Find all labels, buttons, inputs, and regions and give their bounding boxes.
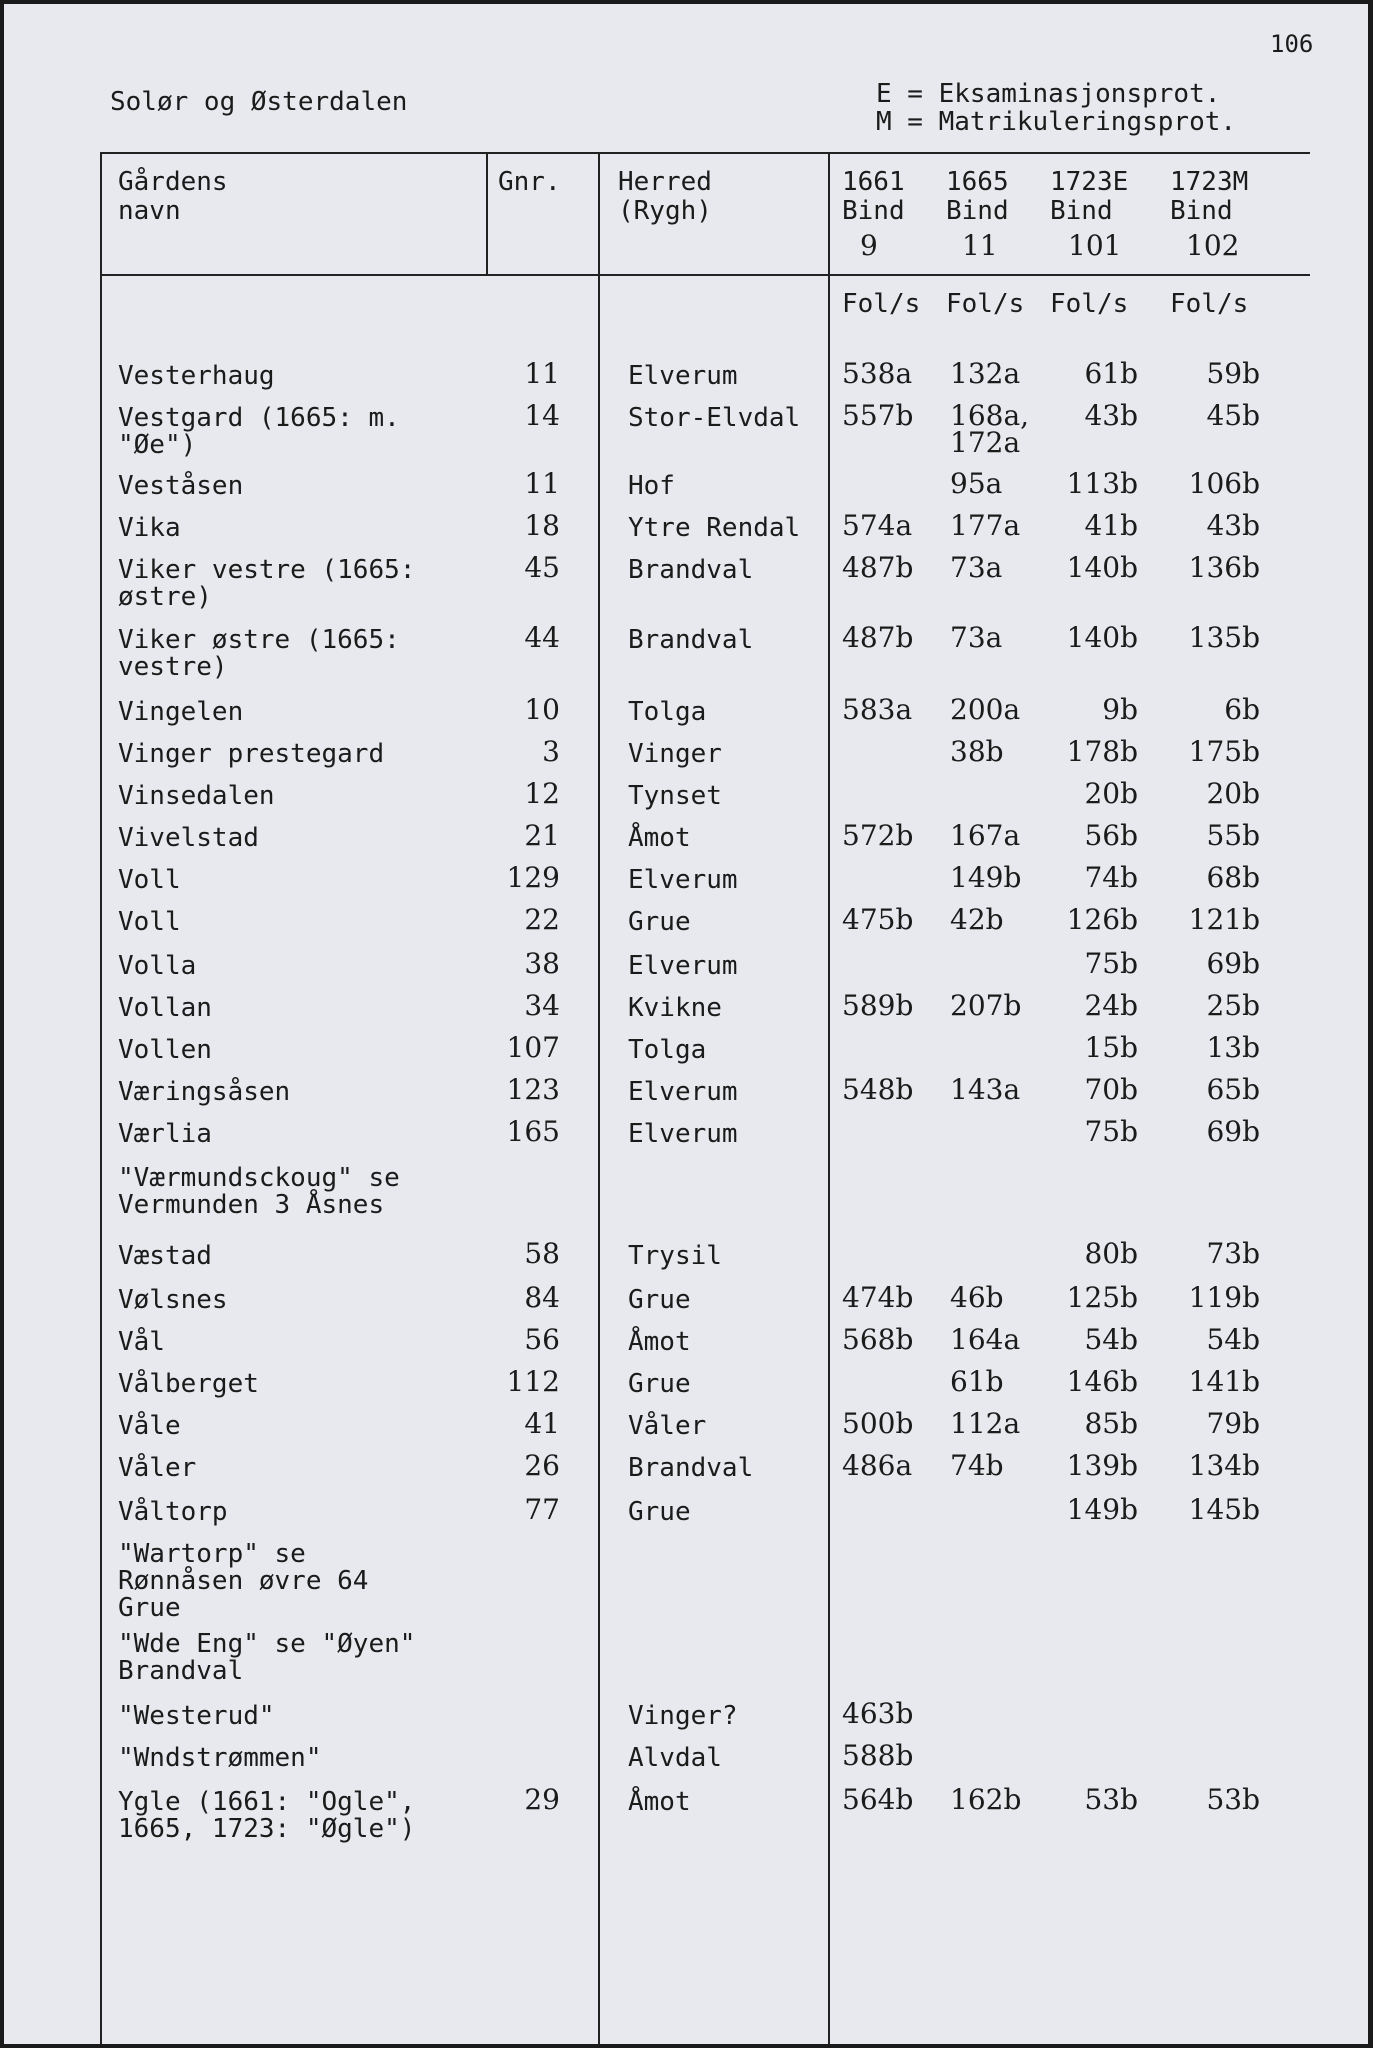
- col-header-gnr: Gnr.: [498, 167, 561, 197]
- row-folio-1661: 557b: [842, 399, 914, 432]
- row-folio-1723e: 126b: [1066, 903, 1138, 936]
- row-folio-1665: 46b: [950, 1281, 1004, 1314]
- row-gnr: 77: [524, 1493, 560, 1526]
- row-gnr: 112: [506, 1365, 560, 1398]
- row-folio-1723m: 106b: [1188, 467, 1260, 500]
- col-header-herred-2: (Rygh): [618, 196, 712, 226]
- row-herred: Tolga: [628, 697, 707, 727]
- row-name: Volla: [118, 951, 197, 981]
- col-header-1723e-vol: 101: [1068, 229, 1122, 262]
- row-herred: Stor-Elvdal: [628, 403, 801, 433]
- row-herred: Trysil: [628, 1241, 722, 1271]
- row-folio-1723m: 53b: [1206, 1783, 1260, 1816]
- row-folio-1665: 177a: [950, 509, 1021, 542]
- row-folio-1665: 74b: [950, 1449, 1004, 1482]
- row-name: Våle: [118, 1411, 181, 1441]
- row-folio-1661: 538a: [842, 357, 913, 390]
- row-gnr: 26: [524, 1449, 560, 1482]
- row-gnr: 41: [524, 1407, 560, 1440]
- row-folio-1723m: 45b: [1206, 399, 1260, 432]
- row-folio-1723m: 136b: [1188, 551, 1260, 584]
- row-folio-1665: 162b: [950, 1783, 1022, 1816]
- row-name: Vål: [118, 1327, 165, 1357]
- row-folio-1723m: 54b: [1206, 1323, 1260, 1356]
- row-folio-1723e: 140b: [1066, 551, 1138, 584]
- row-herred: Elverum: [628, 361, 738, 391]
- row-folio-1723e: 15b: [1084, 1031, 1138, 1064]
- row-gnr: 21: [524, 819, 560, 852]
- row-folio-1661: 474b: [842, 1281, 914, 1314]
- row-herred: Åmot: [628, 1327, 691, 1357]
- row-gnr: 107: [506, 1031, 560, 1064]
- row-herred: Elverum: [628, 1119, 738, 1149]
- col-header-1661-bind: Bind: [842, 196, 905, 226]
- col-header-1665-year: 1665: [946, 167, 1009, 197]
- row-herred: Kvikne: [628, 993, 722, 1023]
- row-folio-1661: 486a: [842, 1449, 913, 1482]
- row-name: Væstad: [118, 1241, 212, 1271]
- row-name: Våltorp: [118, 1497, 228, 1527]
- row-name: Vika: [118, 513, 181, 543]
- row-herred: Hof: [628, 471, 675, 501]
- row-folio-1665: 164a: [950, 1323, 1021, 1356]
- col-header-1665-vol: 11: [962, 229, 998, 262]
- row-folio-1723m: 59b: [1206, 357, 1260, 390]
- col-header-1661-year: 1661: [842, 167, 905, 197]
- row-folio-1723e: 85b: [1084, 1407, 1138, 1440]
- row-name: Voll: [118, 907, 181, 937]
- row-folio-1661: 568b: [842, 1323, 914, 1356]
- table-body: [4, 4, 1368, 2044]
- row-folio-1661: 500b: [842, 1407, 914, 1440]
- row-folio-1723e: 43b: [1084, 399, 1138, 432]
- row-name: "Wartorp" se: [118, 1539, 306, 1569]
- row-folio-1723m: 121b: [1188, 903, 1260, 936]
- row-folio-1723m: 119b: [1188, 1281, 1260, 1314]
- row-herred: Elverum: [628, 1077, 738, 1107]
- row-folio-1723e: 70b: [1084, 1073, 1138, 1106]
- row-name: Brandval: [118, 1656, 244, 1686]
- row-name: vestre): [118, 652, 228, 682]
- fol-header-1665: Fol/s: [946, 289, 1025, 319]
- row-herred: Brandval: [628, 625, 754, 655]
- col-header-1723e-year: 1723E: [1050, 167, 1129, 197]
- row-gnr: 10: [524, 693, 560, 726]
- col-header-1723m-year: 1723M: [1170, 167, 1249, 197]
- row-folio-1723e: 178b: [1066, 735, 1138, 768]
- fol-header-1723m: Fol/s: [1170, 289, 1249, 319]
- row-name: Våler: [118, 1453, 197, 1483]
- row-folio-1665: 73a: [950, 621, 1003, 654]
- row-folio-1723m: 175b: [1188, 735, 1260, 768]
- row-folio-1723m: 135b: [1188, 621, 1260, 654]
- row-folio-1723e: 20b: [1084, 777, 1138, 810]
- row-gnr: 3: [542, 735, 560, 768]
- row-folio-1665: 95a: [950, 467, 1003, 500]
- row-folio-1723m: 65b: [1206, 1073, 1260, 1106]
- row-folio-1665: 149b: [950, 861, 1022, 894]
- row-folio-1723e: 125b: [1066, 1281, 1138, 1314]
- document-page: [4, 4, 1368, 2044]
- row-folio-1661: 583a: [842, 693, 913, 726]
- row-gnr: 11: [524, 357, 560, 390]
- row-folio-1723m: 69b: [1206, 947, 1260, 980]
- row-gnr: 14: [524, 399, 560, 432]
- row-folio-1661: 589b: [842, 989, 914, 1022]
- row-herred: Tolga: [628, 1035, 707, 1065]
- col-header-herred-1: Herred: [618, 167, 712, 197]
- row-folio-1665: 38b: [950, 735, 1004, 768]
- row-name: Vermunden 3 Åsnes: [118, 1190, 385, 1220]
- row-gnr: 12: [524, 777, 560, 810]
- row-gnr: 22: [524, 903, 560, 936]
- col-header-1723m-vol: 102: [1186, 229, 1240, 262]
- row-folio-1661: 574a: [842, 509, 913, 542]
- row-gnr: 38: [524, 947, 560, 980]
- row-name: Vesterhaug: [118, 361, 275, 391]
- row-folio-1723e: 74b: [1084, 861, 1138, 894]
- row-gnr: 45: [524, 551, 560, 584]
- row-folio-1723m: 25b: [1206, 989, 1260, 1022]
- row-name: østre): [118, 582, 212, 612]
- row-herred: Elverum: [628, 951, 738, 981]
- row-folio-1665: 42b: [950, 903, 1004, 936]
- row-folio-1665: 61b: [950, 1365, 1004, 1398]
- row-folio-1723m: 68b: [1206, 861, 1260, 894]
- row-folio-1665: 200a: [950, 693, 1021, 726]
- row-folio-1661: 548b: [842, 1073, 914, 1106]
- row-gnr: 123: [506, 1073, 560, 1106]
- row-folio-1661: 487b: [842, 621, 914, 654]
- row-folio-1723e: 53b: [1084, 1783, 1138, 1816]
- row-folio-1723e: 41b: [1084, 509, 1138, 542]
- row-folio-1723e: 80b: [1084, 1237, 1138, 1270]
- row-name: Vivelstad: [118, 823, 259, 853]
- row-folio-1723e: 56b: [1084, 819, 1138, 852]
- row-gnr: 84: [524, 1281, 560, 1314]
- row-folio-1665: 112a: [950, 1407, 1021, 1440]
- row-folio-1661: 588b: [842, 1739, 914, 1772]
- row-name: "Øe"): [118, 430, 197, 460]
- row-folio-1665: 207b: [950, 989, 1022, 1022]
- row-herred: Grue: [628, 1285, 691, 1315]
- row-herred: Tynset: [628, 781, 722, 811]
- row-folio-1723m: 73b: [1206, 1237, 1260, 1270]
- row-herred: Alvdal: [628, 1743, 722, 1773]
- row-folio-1723m: 20b: [1206, 777, 1260, 810]
- row-folio-1723e: 140b: [1066, 621, 1138, 654]
- row-folio-1661: 475b: [842, 903, 914, 936]
- col-header-1661-vol: 9: [860, 229, 878, 262]
- row-gnr: 129: [506, 861, 560, 894]
- row-herred: Åmot: [628, 1787, 691, 1817]
- row-folio-1723e: 113b: [1066, 467, 1138, 500]
- row-gnr: 44: [524, 621, 560, 654]
- row-name: Voll: [118, 865, 181, 895]
- row-name: Vinger prestegard: [118, 739, 385, 769]
- col-header-name-2: navn: [118, 196, 181, 226]
- row-herred: Grue: [628, 907, 691, 937]
- row-name: Veståsen: [118, 471, 244, 501]
- row-gnr: 58: [524, 1237, 560, 1270]
- row-herred: Ytre Rendal: [628, 513, 801, 543]
- row-folio-1665: 73a: [950, 551, 1003, 584]
- row-herred: Grue: [628, 1497, 691, 1527]
- row-name: Vollan: [118, 993, 212, 1023]
- row-name: 1665, 1723: "Øgle"): [118, 1814, 416, 1844]
- row-folio-1665: 172a: [950, 426, 1021, 459]
- col-header-1665-bind: Bind: [946, 196, 1009, 226]
- row-herred: Elverum: [628, 865, 738, 895]
- row-name: Viker østre (1665:: [118, 625, 400, 655]
- row-herred: Vinger?: [628, 1701, 738, 1731]
- row-folio-1723e: 24b: [1084, 989, 1138, 1022]
- row-name: "Wndstrømmen": [118, 1743, 322, 1773]
- row-folio-1661: 572b: [842, 819, 914, 852]
- row-name: Rønnåsen øvre 64: [118, 1566, 369, 1596]
- row-folio-1723e: 139b: [1066, 1449, 1138, 1482]
- row-folio-1723m: 69b: [1206, 1115, 1260, 1148]
- fol-header-1723e: Fol/s: [1050, 289, 1129, 319]
- row-herred: Åmot: [628, 823, 691, 853]
- row-folio-1723m: 145b: [1188, 1493, 1260, 1526]
- row-folio-1665: 167a: [950, 819, 1021, 852]
- legend-line-m: M = Matrikuleringsprot.: [876, 107, 1237, 137]
- col-header-name-1: Gårdens: [118, 167, 228, 197]
- row-gnr: 11: [524, 467, 560, 500]
- row-name: Vinsedalen: [118, 781, 275, 811]
- row-name: Viker vestre (1665:: [118, 555, 416, 585]
- row-folio-1661: 564b: [842, 1783, 914, 1816]
- col-header-1723e-bind: Bind: [1050, 196, 1113, 226]
- row-folio-1661: 463b: [842, 1697, 914, 1730]
- row-name: Vølsnes: [118, 1285, 228, 1315]
- row-gnr: 29: [524, 1783, 560, 1816]
- row-name: "Værmundsckoug" se: [118, 1163, 400, 1193]
- row-folio-1661: 487b: [842, 551, 914, 584]
- row-name: "Wde Eng" se "Øyen": [118, 1629, 416, 1659]
- row-name: Værlia: [118, 1119, 212, 1149]
- row-folio-1723e: 75b: [1084, 1115, 1138, 1148]
- row-folio-1723e: 61b: [1084, 357, 1138, 390]
- row-name: Væringsåsen: [118, 1077, 291, 1107]
- row-folio-1723m: 43b: [1206, 509, 1260, 542]
- row-gnr: 56: [524, 1323, 560, 1356]
- row-folio-1723m: 6b: [1224, 693, 1260, 726]
- row-folio-1723m: 79b: [1206, 1407, 1260, 1440]
- page-number: 106: [1270, 30, 1314, 58]
- fol-header-1661: Fol/s: [842, 289, 921, 319]
- region-title: Solør og Østerdalen: [110, 87, 408, 117]
- legend-line-e: E = Eksaminasjonsprot.: [876, 79, 1221, 109]
- row-name: Vestgard (1665: m.: [118, 403, 400, 433]
- row-gnr: 34: [524, 989, 560, 1022]
- row-herred: Våler: [628, 1411, 707, 1441]
- row-name: Vollen: [118, 1035, 212, 1065]
- row-folio-1723m: 55b: [1206, 819, 1260, 852]
- row-folio-1723e: 54b: [1084, 1323, 1138, 1356]
- row-name: "Westerud": [118, 1701, 275, 1731]
- row-folio-1723m: 13b: [1206, 1031, 1260, 1064]
- row-folio-1723e: 75b: [1084, 947, 1138, 980]
- row-name: Ygle (1661: "Ogle",: [118, 1787, 416, 1817]
- row-gnr: 165: [506, 1115, 560, 1148]
- row-folio-1723e: 146b: [1066, 1365, 1138, 1398]
- row-herred: Grue: [628, 1369, 691, 1399]
- row-folio-1723e: 9b: [1102, 693, 1138, 726]
- row-folio-1723e: 149b: [1066, 1493, 1138, 1526]
- row-name: Vålberget: [118, 1369, 259, 1399]
- row-herred: Brandval: [628, 555, 754, 585]
- row-name: Vingelen: [118, 697, 244, 727]
- row-folio-1665: 143a: [950, 1073, 1021, 1106]
- row-herred: Vinger: [628, 739, 722, 769]
- row-folio-1723m: 134b: [1188, 1449, 1260, 1482]
- row-folio-1723m: 141b: [1188, 1365, 1260, 1398]
- row-folio-1665: 132a: [950, 357, 1021, 390]
- row-herred: Brandval: [628, 1453, 754, 1483]
- row-folio-1665: 168a,: [950, 399, 1030, 432]
- row-name: Grue: [118, 1593, 181, 1623]
- row-gnr: 18: [524, 509, 560, 542]
- col-header-1723m-bind: Bind: [1170, 196, 1233, 226]
